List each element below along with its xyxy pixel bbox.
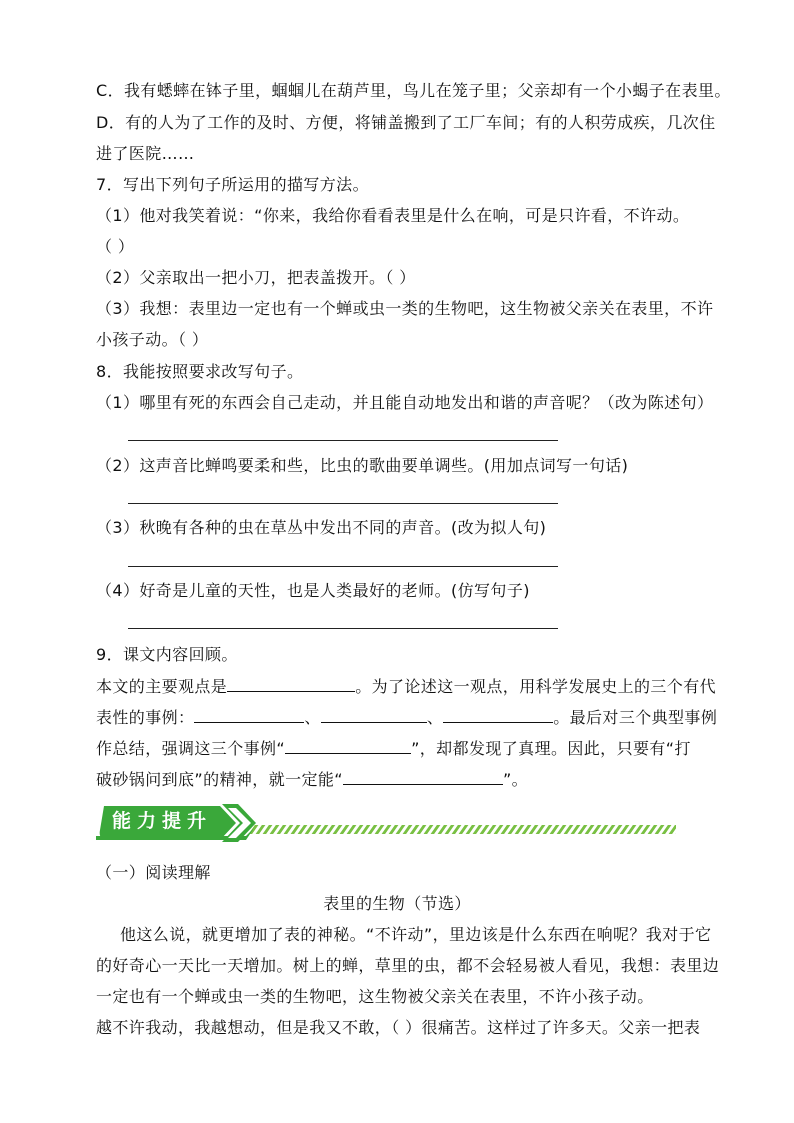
option-d-line2: 进了医院……: [96, 144, 195, 163]
reading-paragraph-line-1: 他这么说，就更增加了表的神秘。“不许动”，里边该是什么东西在响呢？我对于它: [120, 925, 712, 944]
q9-text-examples-intro: 。为了论述这一观点，用科学发展史上的三个有代: [355, 677, 717, 696]
question-8-title: 8．我能按照要求改写句子。: [96, 362, 304, 381]
option-c: C．我有蟋蟀在钵子里，蝈蝈儿在葫芦里，鸟儿在笼子里；父亲却有一个小蝎子在表里。: [96, 81, 731, 100]
question-7-item-3-cont: 小孩子动。（ ）: [96, 330, 209, 349]
reading-section-label: （一）阅读理解: [96, 863, 211, 882]
banner-title: 能力提升: [112, 810, 213, 832]
question-8-item-4: （4）好奇是儿童的天性，也是人类最好的老师。(仿写句子): [96, 581, 530, 600]
banner-stripe-bar: [246, 825, 676, 834]
question-9-title: 9．课文内容回顾。: [96, 645, 238, 664]
q9-text-main-view: 本文的主要观点是: [96, 677, 228, 696]
q9-sep-1: 、: [304, 708, 321, 727]
question-8-item-1: （1）哪里有死的东西会自己走动，并且能自动地发出和谐的声音呢？（改为陈述句）: [96, 393, 714, 412]
question-8-item-2: （2）这声音比蝉鸣要柔和些，比虫的歌曲要单调些。(用加点词写一句话): [96, 456, 629, 475]
reading-paragraph-line-2: 的好奇心一天比一天增加。树上的蝉，草里的虫，都不会轻易被人看见，我想：表里边: [96, 956, 720, 975]
q9-text-examples: 表性的事例：: [96, 708, 195, 727]
answer-line-1[interactable]: [128, 440, 558, 441]
blank-emphasis[interactable]: [285, 737, 411, 754]
question-9-line-1: [96, 675, 716, 698]
q9-sep-2: 、: [426, 708, 444, 727]
question-7-title: 7．写出下列句子所运用的描写方法。: [96, 175, 369, 194]
question-9-line-3: [96, 737, 691, 760]
question-7-item-1: （1）他对我笑着说：“你来，我给你看看表里是什么在响，可是只许看，不许动。: [96, 206, 690, 225]
blank-main-view[interactable]: [227, 675, 355, 692]
question-7-item-3: （3）我想：表里边一定也有一个蝉或虫一类的生物吧，这生物被父亲关在表里，不许: [96, 299, 714, 318]
q9-text-end: ”。: [502, 770, 529, 789]
blank-example-3[interactable]: [443, 706, 553, 723]
option-d-line1: D．有的人为了工作的及时、方便，将铺盖搬到了工厂车间；有的人积劳成疾，几次住: [96, 113, 716, 132]
question-9-line-2: [96, 706, 717, 729]
answer-line-3[interactable]: [128, 566, 558, 567]
q9-text-summary: 。最后对三个典型事例: [553, 708, 718, 727]
q9-text-spirit: 破砂锅问到底”的精神，就一定能“: [96, 770, 343, 789]
answer-line-4[interactable]: [128, 628, 558, 629]
reading-title: 表里的生物（节选）: [323, 894, 471, 913]
q9-text-truth: ”，却都发现了真理。因此，只要有“打: [411, 739, 691, 758]
blank-result[interactable]: [343, 768, 503, 785]
reading-paragraph-line-4: 越不许我动，我越想动，但是我又不敢，（ ）很痛苦。这样过了许多天。父亲一把表: [96, 1018, 701, 1037]
blank-example-2[interactable]: [321, 706, 427, 723]
q9-text-emphasis: 作总结，强调这三个事例“: [96, 739, 286, 758]
question-9-line-4: [96, 768, 528, 791]
question-7-item-1-answer[interactable]: （ ）: [96, 237, 135, 256]
reading-paragraph-line-3: 一定也有一个蝉或虫一类的生物吧，这生物被父亲关在表里，不许小孩子动。: [96, 987, 654, 1006]
answer-line-2[interactable]: [128, 503, 558, 504]
question-7-item-2: （2）父亲取出一把小刀，把表盖拨开。（ ）: [96, 268, 416, 287]
blank-example-1[interactable]: [194, 706, 304, 723]
question-8-item-3: （3）秋晚有各种的虫在草丛中发出不同的声音。(改为拟人句): [96, 518, 547, 537]
